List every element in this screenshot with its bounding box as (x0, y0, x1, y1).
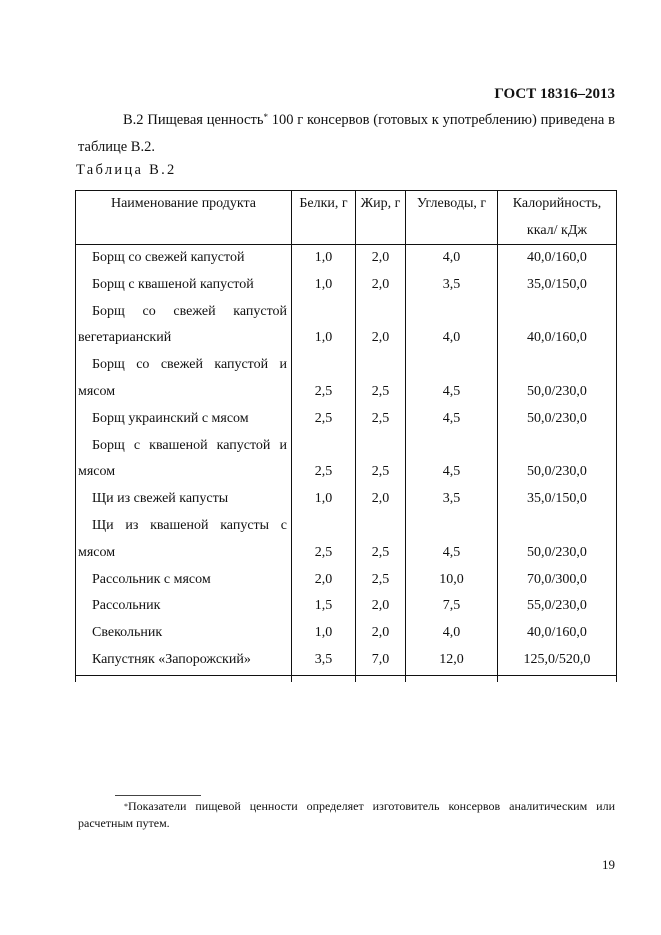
cell-fat: 2,0 (356, 593, 406, 620)
product-name-line1: Щи из свежей капусты (92, 491, 229, 507)
product-name-line2: мясом (78, 464, 116, 480)
product-name (76, 513, 292, 567)
table-row (76, 513, 617, 567)
cell-cal: 40,0/160,0 (498, 245, 617, 272)
product-name-line1: Борщ украинский с мясом (92, 410, 249, 426)
product-name-line1: Щи из квашеной капусты с (92, 517, 287, 533)
product-name (76, 486, 292, 513)
cell-cal: 40,0/160,0 (498, 620, 617, 647)
cell-cal: 50,0/230,0 (498, 352, 617, 406)
cell-protein: 2,5 (292, 406, 356, 433)
product-name (76, 620, 292, 647)
product-name-line1: Борщ со свежей капустой и (92, 357, 287, 373)
paragraph-text-after: 100 г консервов (готовых к употреблению) приведена в таблице В.2. (78, 112, 615, 155)
product-name (76, 245, 292, 272)
cell-cal: 35,0/150,0 (498, 272, 617, 299)
cell-fat: 2,5 (356, 406, 406, 433)
cell-fat: 2,0 (356, 245, 406, 272)
cell-cal: 125,0/520,0 (498, 647, 617, 682)
cell-fat: 2,5 (356, 433, 406, 487)
table-row (76, 647, 617, 682)
product-name (76, 647, 292, 682)
product-name-line1: Борщ со свежей капустой (92, 250, 245, 265)
intro-paragraph (78, 107, 615, 161)
cell-protein: 1,0 (292, 245, 356, 272)
product-name-line1: Борщ с квашеной капустой (92, 276, 254, 292)
header-carbs: Углеводы, г (406, 191, 498, 245)
table-row (76, 567, 617, 594)
cell-protein: 1,0 (292, 486, 356, 513)
product-name (76, 406, 292, 433)
cell-fat: 2,5 (356, 352, 406, 406)
cell-protein: 1,5 (292, 593, 356, 620)
footnote-divider (115, 795, 201, 796)
cell-carbs: 4,5 (406, 352, 498, 406)
product-name (76, 272, 292, 299)
nutrition-table (75, 190, 617, 682)
cell-carbs: 3,5 (406, 272, 498, 299)
table-header-row (76, 191, 617, 245)
cell-protein: 2,5 (292, 513, 356, 567)
cell-cal: 50,0/230,0 (498, 406, 617, 433)
cell-cal: 70,0/300,0 (498, 567, 617, 594)
cell-carbs: 4,5 (406, 433, 498, 487)
cell-fat: 2,0 (356, 299, 406, 353)
cell-carbs: 3,5 (406, 486, 498, 513)
page-number: 19 (602, 857, 615, 872)
footnote-mark: * (124, 802, 128, 811)
header-fat: Жир, г (356, 191, 406, 245)
document-header: ГОСТ 18316–2013 (494, 86, 615, 102)
cell-cal: 55,0/230,0 (498, 593, 617, 620)
table-bottom-border (75, 675, 617, 676)
cell-cal: 35,0/150,0 (498, 486, 617, 513)
footnote-text: Показатели пищевой ценности определяет изготовитель консервов аналитическим или расчетным путем. (78, 799, 615, 830)
product-name (76, 299, 292, 353)
cell-carbs: 4,0 (406, 245, 498, 272)
cell-protein: 2,5 (292, 352, 356, 406)
table-row (76, 593, 617, 620)
cell-cal: 50,0/230,0 (498, 513, 617, 567)
table-row (76, 245, 617, 272)
product-name-line2: мясом (78, 383, 116, 399)
cell-carbs: 12,0 (406, 647, 498, 682)
cell-protein: 1,0 (292, 272, 356, 299)
product-name (76, 593, 292, 620)
table-row (76, 299, 617, 353)
paragraph-text-before: В.2 Пищевая ценность (123, 112, 264, 128)
product-name-line1: Капустняк «Запорожский» (92, 651, 251, 667)
cell-protein: 2,5 (292, 433, 356, 487)
product-name-line1: Рассольник (92, 598, 161, 614)
table-row (76, 433, 617, 487)
table-row (76, 272, 617, 299)
cell-cal: 50,0/230,0 (498, 433, 617, 487)
footnote (78, 798, 615, 832)
product-name (76, 433, 292, 487)
table-row (76, 620, 617, 647)
footnote-mark: * (263, 112, 268, 122)
product-name-line1: Борщ со свежей капустой (92, 303, 287, 319)
table-caption: Таблица В.2 (76, 162, 177, 178)
cell-carbs: 7,5 (406, 593, 498, 620)
table-row (76, 486, 617, 513)
product-name-line1: Борщ с квашеной капустой и (92, 437, 287, 453)
cell-protein: 1,0 (292, 620, 356, 647)
header-name: Наименование продукта (76, 191, 292, 245)
header-calories: Калорийность, ккал/ кДж (498, 191, 617, 245)
cell-protein: 3,5 (292, 647, 356, 682)
cell-carbs: 4,5 (406, 406, 498, 433)
cell-fat: 2,0 (356, 620, 406, 647)
cell-fat: 2,0 (356, 272, 406, 299)
cell-fat: 2,5 (356, 567, 406, 594)
product-name-line1: Свекольник (92, 625, 163, 641)
table-row (76, 406, 617, 433)
cell-fat: 2,0 (356, 486, 406, 513)
cell-carbs: 4,5 (406, 513, 498, 567)
cell-carbs: 10,0 (406, 567, 498, 594)
product-name-line1: Рассольник с мясом (92, 571, 211, 587)
product-name-line2: мясом (78, 544, 116, 560)
header-protein: Белки, г (292, 191, 356, 245)
product-name-line2: вегетарианский (78, 330, 172, 346)
cell-fat: 7,0 (356, 647, 406, 682)
cell-protein: 1,0 (292, 299, 356, 353)
table-row (76, 352, 617, 406)
cell-carbs: 4,0 (406, 299, 498, 353)
cell-fat: 2,5 (356, 513, 406, 567)
cell-carbs: 4,0 (406, 620, 498, 647)
cell-cal: 40,0/160,0 (498, 299, 617, 353)
cell-protein: 2,0 (292, 567, 356, 594)
product-name (76, 567, 292, 594)
product-name (76, 352, 292, 406)
